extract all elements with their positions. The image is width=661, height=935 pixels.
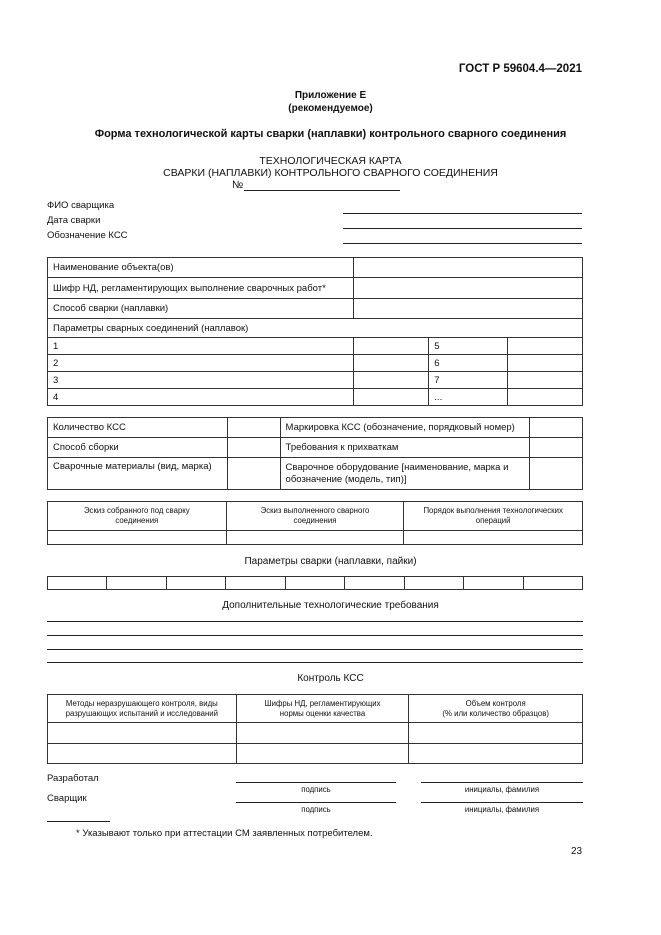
object-name-value[interactable] — [354, 258, 583, 278]
param-grid-cell[interactable] — [48, 577, 107, 590]
control-cell[interactable] — [236, 744, 409, 764]
materials-label: Сварочные материалы (вид, марка) — [48, 458, 228, 490]
control-cell[interactable] — [48, 744, 237, 764]
control-cell[interactable] — [236, 723, 409, 744]
welding-params-title: Параметры сварки (наплавки, пайки) — [244, 556, 417, 567]
weld-method-value[interactable] — [354, 299, 583, 319]
weld-date-line[interactable] — [343, 228, 582, 229]
param-grid-cell[interactable] — [523, 577, 583, 590]
kss-quantity-label: Количество КСС — [48, 418, 228, 438]
requirements-line[interactable] — [47, 635, 583, 636]
page-number: 23 — [571, 846, 583, 857]
kss-quantity-value[interactable] — [227, 418, 280, 438]
developer-signature-line[interactable] — [236, 782, 396, 783]
param-num: ... — [429, 389, 508, 406]
equipment-label-line1: Сварочное оборудование [наименование, марка и — [285, 461, 509, 473]
param-num: 4 — [48, 389, 354, 406]
name-caption: инициалы, фамилия — [464, 805, 540, 814]
requirements-line[interactable] — [47, 662, 583, 663]
sketch-welded-line1: Эскиз выполненного сварного — [260, 506, 370, 515]
kss-designation-line[interactable] — [343, 243, 582, 244]
sketch-welded-line2: соединения — [293, 516, 337, 525]
card-number-line — [244, 190, 400, 191]
assembly-label: Способ сборки — [48, 438, 228, 458]
param-value[interactable] — [354, 389, 429, 406]
signature-caption: подпись — [301, 805, 331, 814]
developed-by-label: Разработал — [47, 773, 99, 784]
control-title: Контроль КСС — [297, 673, 364, 684]
param-grid-cell[interactable] — [404, 577, 463, 590]
footnote-separator — [47, 821, 110, 822]
object-table — [47, 257, 583, 406]
operations-order-line2: операций — [475, 516, 511, 525]
param-num: 6 — [429, 355, 508, 372]
materials-value[interactable] — [227, 458, 280, 490]
param-num: 1 — [48, 338, 354, 355]
weld-params-label: Параметры сварных соединений (наплавок) — [48, 319, 583, 338]
kss-marking-label: Маркировка КСС (обозначение, порядковый номер) — [280, 418, 530, 438]
sketch-welded-cell[interactable] — [226, 531, 404, 545]
sketch-assembled-line2: соединения — [115, 516, 159, 525]
requirements-line[interactable] — [47, 621, 583, 622]
param-value[interactable] — [508, 389, 583, 406]
form-title: Форма технологической карты сварки (наплавки) контрольного сварного соединения — [94, 128, 567, 140]
welder-label: Сварщик — [47, 793, 87, 804]
control-nd-header — [236, 695, 409, 723]
sketch-assembled-header — [48, 502, 227, 531]
control-cell[interactable] — [409, 744, 583, 764]
appendix-note: (рекомендуемое) — [288, 103, 373, 114]
sketch-assembled-line1: Эскиз собранного под сварку — [83, 506, 190, 515]
requirements-line[interactable] — [47, 649, 583, 650]
control-nd-line1: Шифры НД, регламентирующих — [264, 698, 381, 708]
signature-caption: подпись — [301, 785, 331, 794]
kss-designation-label: Обозначение КСС — [47, 230, 128, 241]
weld-date-label: Дата сварки — [47, 215, 101, 226]
param-grid-cell[interactable] — [226, 577, 285, 590]
control-cell[interactable] — [48, 723, 237, 744]
card-number-label: № — [232, 179, 244, 191]
control-cell[interactable] — [409, 723, 583, 744]
nd-code-value[interactable] — [354, 278, 583, 299]
control-methods-header — [48, 695, 237, 723]
param-grid-cell[interactable] — [464, 577, 523, 590]
assembly-value[interactable] — [227, 438, 280, 458]
param-value[interactable] — [508, 372, 583, 389]
operations-order-cell[interactable] — [404, 531, 583, 545]
param-grid-cell[interactable] — [166, 577, 225, 590]
name-caption: инициалы, фамилия — [464, 785, 540, 794]
control-methods-line2: разрушающих испытаний и исследований — [65, 708, 218, 718]
control-volume-header — [409, 695, 583, 723]
sketch-welded-header — [226, 502, 404, 531]
additional-requirements-title: Дополнительные технологические требования — [222, 600, 439, 611]
welder-signature-line[interactable] — [236, 802, 396, 803]
param-grid-cell[interactable] — [345, 577, 404, 590]
card-title-line1: ТЕХНОЛОГИЧЕСКАЯ КАРТА — [259, 155, 402, 167]
param-value[interactable] — [354, 355, 429, 372]
param-value[interactable] — [508, 338, 583, 355]
param-grid-cell[interactable] — [107, 577, 166, 590]
kss-table — [47, 417, 583, 490]
equipment-label-line2: обозначение (модель, тип)] — [285, 473, 407, 485]
param-value[interactable] — [354, 338, 429, 355]
control-volume-line2: (% или количество образцов) — [442, 708, 549, 718]
operations-order-header — [404, 502, 583, 531]
param-value[interactable] — [354, 372, 429, 389]
operations-order-line1: Порядок выполнения технологических — [423, 506, 563, 515]
control-nd-line2: нормы оценки качества — [279, 708, 366, 718]
equipment-value[interactable] — [530, 458, 583, 490]
welder-name-label: ФИО сварщика — [47, 200, 115, 211]
appendix-title: Приложение Е — [294, 90, 367, 101]
tack-value[interactable] — [530, 438, 583, 458]
equipment-label — [280, 458, 530, 490]
kss-marking-value[interactable] — [530, 418, 583, 438]
nd-code-label: Шифр НД, регламентирующих выполнение сварочных работ* — [48, 278, 354, 299]
tack-label: Требования к прихваткам — [280, 438, 530, 458]
standard-number: ГОСТ Р 59604.4—2021 — [458, 63, 582, 75]
developer-name-line[interactable] — [421, 782, 583, 783]
sketch-table — [47, 501, 583, 545]
control-methods-line1: Методы неразрушающего контроля, виды — [65, 698, 218, 708]
param-num: 7 — [429, 372, 508, 389]
welder-name-line[interactable] — [343, 213, 582, 214]
sketch-assembled-cell[interactable] — [48, 531, 227, 545]
param-num: 5 — [429, 338, 508, 355]
param-num: 2 — [48, 355, 354, 372]
control-table — [47, 694, 583, 764]
param-value[interactable] — [508, 355, 583, 372]
weld-method-label: Способ сварки (наплавки) — [48, 299, 354, 319]
welding-params-grid — [47, 576, 583, 590]
param-grid-cell[interactable] — [285, 577, 344, 590]
param-num: 3 — [48, 372, 354, 389]
control-volume-line1: Объем контроля — [465, 698, 526, 708]
object-name-label: Наименование объекта(ов) — [48, 258, 354, 278]
card-title-line2: СВАРКИ (НАПЛАВКИ) КОНТРОЛЬНОГО СВАРНОГО СОЕДИНЕНИЯ — [163, 167, 498, 179]
welder-name-line[interactable] — [421, 802, 583, 803]
footnote: * Указывают только при аттестации СМ заявленных потребителем. — [76, 828, 373, 839]
